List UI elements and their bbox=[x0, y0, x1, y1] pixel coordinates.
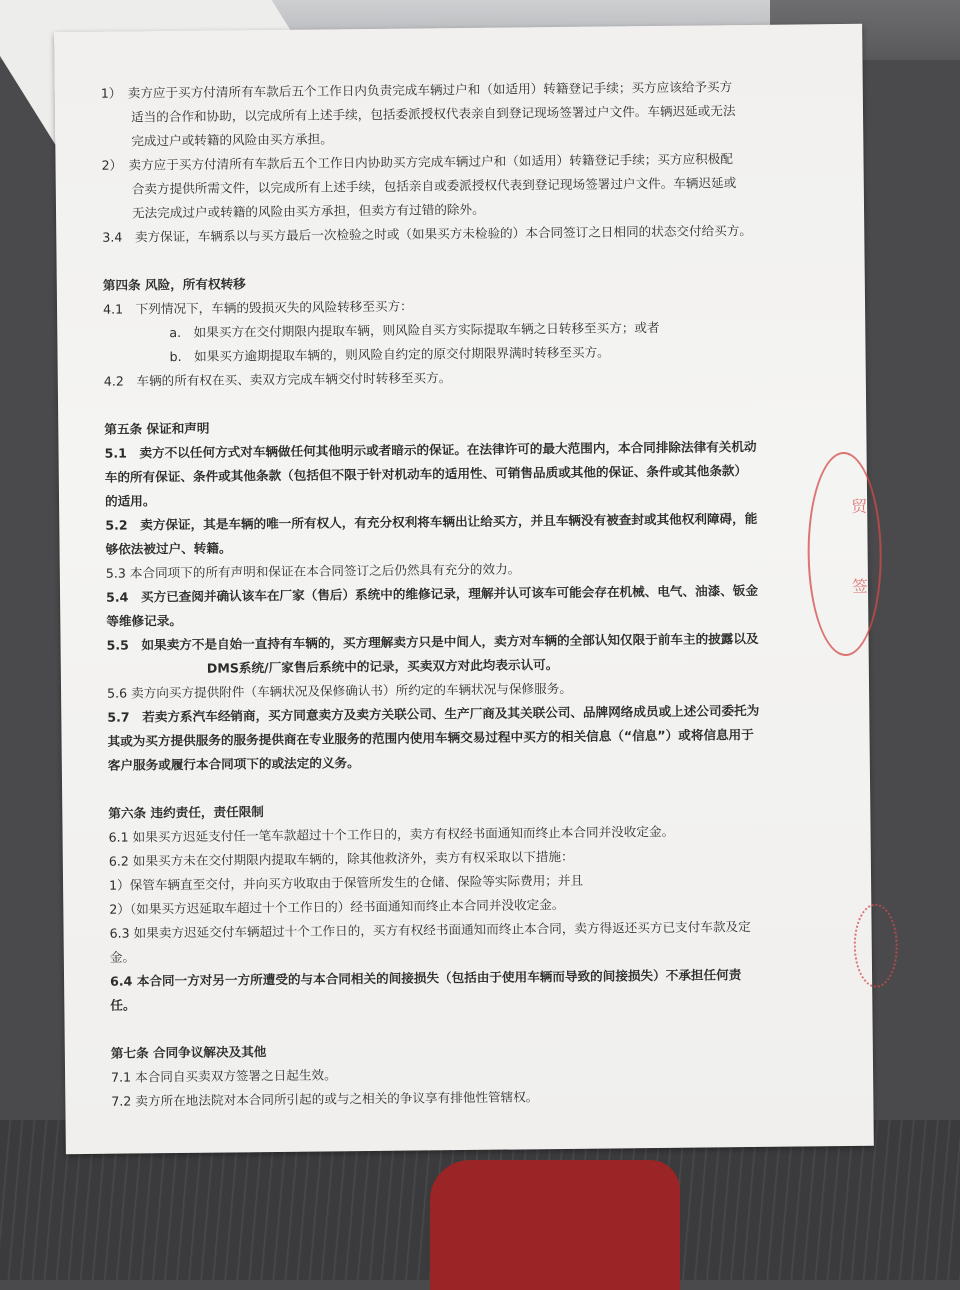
red-object bbox=[430, 1160, 680, 1290]
seal-char: 贸 bbox=[851, 496, 868, 516]
clause-line: 7.2 卖方所在地法院对本合同所引起的或与之相关的争议享有排他性管辖权。 bbox=[111, 1089, 539, 1109]
clause-line: 等维修记录。 bbox=[106, 612, 182, 629]
section-heading: 第七条 合同争议解决及其他 bbox=[110, 1044, 267, 1061]
clause-line: 5.4 买方已查阅并确认该车在厂家（售后）系统中的维修记录，理解并认可该车可能会存在机械、电气、油漆、钣金 bbox=[105, 582, 759, 605]
clause-line: 4.2 车辆的所有权在买、卖双方完成车辆交付时转移至买方。 bbox=[103, 370, 452, 389]
clause-line: 2） 卖方应于买方付清所有车款后五个工作日内协助买方完成车辆过户和（如适用）转籍登记手续；买方应积极配 bbox=[101, 151, 733, 173]
clause-line: 7.1 本合同自买卖双方签署之日起生效。 bbox=[111, 1067, 337, 1085]
clause-line: 其或为买方提供服务的服务提供商在专业服务的范围内使用车辆交易过程中买方的相关信息（“信息”）或将信息用于 bbox=[107, 726, 754, 749]
clause-line: 6.3 如果卖方迟延交付车辆超过十个工作日的，买方有权经书面通知而终止本合同，卖方得返还买方已支付车款及定 bbox=[109, 919, 751, 941]
clause-line: DMS系统/厂家售后系统中的记录，买卖双方对此均表示认可。 bbox=[206, 657, 559, 676]
clause-line: 1）保管车辆直至交付，并向买方收取由于保管所发生的仓储、保险等实际费用；并且 bbox=[109, 872, 584, 893]
seal-fragment bbox=[853, 903, 898, 987]
clause-line: 1） 卖方应于买方付清所有车款后五个工作日内负责完成车辆过户和（如适用）转籍登记手续；买方应该给予买方 bbox=[100, 79, 733, 101]
clause-line: 无法完成过户或转籍的风险由买方承担，但卖方有过错的除外。 bbox=[131, 201, 485, 221]
seal-char: 签 bbox=[851, 576, 869, 596]
contract-page bbox=[54, 24, 874, 1154]
clause-line: 合卖方提供所需文件，以完成所有上述手续，包括亲自或委派授权代表到登记现场签署过户文件。车辆迟延或 bbox=[131, 175, 737, 197]
contract-text bbox=[101, 74, 832, 1113]
clause-line: 5.1 卖方不以任何方式对车辆做任何其他明示或者暗示的保证。在法律许可的最大范围内，本合同排除法律有关机动 bbox=[104, 438, 757, 461]
clause-line: 3.4 卖方保证，车辆系以与买方最后一次检验之时或（如果买方未检验的）本合同签订之日相同的状态交付给买方。 bbox=[102, 222, 753, 245]
clause-line: 任。 bbox=[110, 997, 136, 1013]
clause-line: b. 如果买方逾期提取车辆的，则风险自约定的原交付期限界满时转移至买方。 bbox=[169, 344, 610, 365]
clause-line: 够依法被过户、转籍。 bbox=[105, 540, 232, 557]
section-heading: 第六条 违约责任，责任限制 bbox=[108, 804, 264, 821]
section-heading: 第五条 保证和声明 bbox=[104, 420, 210, 437]
clause-line: 5.2 卖方保证，其是车辆的唯一所有权人，有充分权利将车辆出让给买方，并且车辆没有被查封或其他权利障碍，能 bbox=[105, 510, 758, 533]
clause-line: 4.1 下列情况下，车辆的毁损灭失的风险转移至买方： bbox=[102, 298, 413, 317]
clause-line: 5.7 若卖方系汽车经销商，买方同意卖方及卖方关联公司、生产厂商及其关联公司、品牌网络成员或上述公司委托为 bbox=[107, 702, 760, 725]
clause-line: 的适用。 bbox=[104, 493, 156, 509]
clause-line: a. 如果买方在交付期限内提取车辆，则风险自买方实际提取车辆之日转移至买方；或者 bbox=[169, 319, 660, 341]
clause-line: 5.3 本合同项下的所有声明和保证在本合同签订之后仍然具有充分的效力。 bbox=[105, 561, 521, 581]
clause-line: 6.2 如果买方未在交付期限内提取车辆的，除其他救济外，卖方有权采取以下措施： bbox=[108, 848, 574, 869]
section-heading: 第四条 风险，所有权转移 bbox=[102, 276, 246, 293]
clause-line: 2）（如果买方迟延取车超过十个工作日的）经书面通知而终止本合同并没收定金。 bbox=[109, 896, 565, 917]
clause-line: 金。 bbox=[109, 949, 136, 965]
clause-line: 5.6 卖方向买方提供附件（车辆状况及保修确认书）所约定的车辆状况与保修服务。 bbox=[106, 680, 572, 701]
clause-line: 5.5 如果卖方不是自始一直持有车辆的，买方理解卖方只是中间人，卖方对车辆的全部认知仅限于前车主的披露以及 bbox=[106, 630, 759, 653]
clause-line: 6.4 本合同一方对另一方所遭受的与本合同相关的间接损失（包括由于使用车辆而导致的间接损失）不承担任何责 bbox=[110, 967, 742, 989]
clause-line: 6.1 如果买方迟延支付任一笔车款超过十个工作日的，卖方有权经书面通知而终止本合同并没收定金。 bbox=[108, 823, 675, 845]
company-seal bbox=[807, 452, 883, 657]
clause-line: 适当的合作和协助，以完成所有上述手续，包括委派授权代表亲自到登记现场签署过户文件。车辆迟延或无法 bbox=[130, 103, 736, 125]
clause-line: 车的所有保证、条件或其他条款（包括但不限于针对机动车的适用性、可销售品质或其他的保证、条件或其他条款） bbox=[104, 463, 748, 485]
clause-line: 完成过户或转籍的风险由买方承担。 bbox=[131, 131, 333, 149]
clause-line: 客户服务或履行本合同项下的或法定的义务。 bbox=[107, 755, 360, 773]
